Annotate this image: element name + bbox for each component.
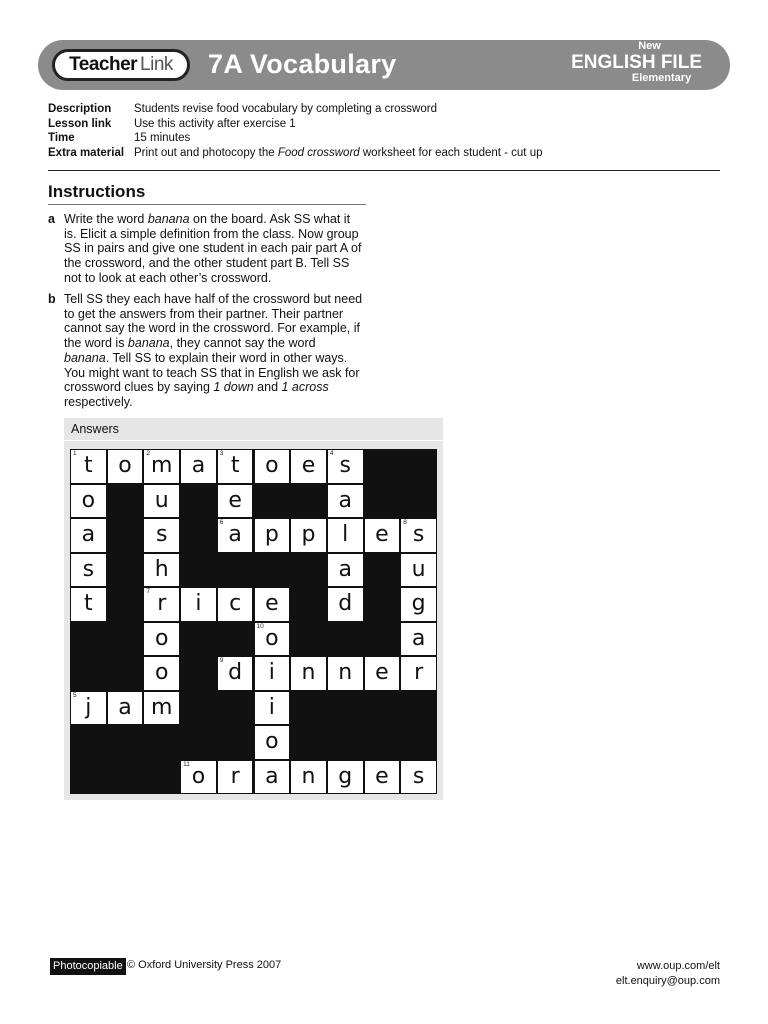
copyright-text: © Oxford University Press 2007 [127, 959, 282, 971]
cell-letter: u [154, 487, 169, 513]
crossword-cell [143, 484, 180, 519]
step-emphasis: banana [127, 336, 170, 351]
crossword-cell [400, 518, 437, 553]
brand-sub: Elementary [631, 72, 692, 84]
crossword-cell [364, 656, 401, 691]
clue-number: 6 [219, 519, 224, 526]
step-text-part: on the board. Ask SS what it is. Elicit a simple definition from the class. Now group SS in pairs and give one student in each pair part A of the crossword, and the other student part B. Tell SS not to look at each other’s crossword. [64, 212, 362, 285]
crossword-cell [107, 691, 144, 726]
crossword-cell [327, 484, 364, 519]
crossword-cell [290, 656, 327, 691]
clue-number: 4 [329, 450, 334, 457]
cell-letter: h [154, 556, 169, 582]
crossword-cell [217, 760, 254, 795]
crossword-cell [70, 484, 107, 519]
cell-letter: s [339, 453, 351, 478]
cell-letter: d [228, 660, 243, 685]
meta-row-lesson-link [48, 117, 543, 132]
cell-letter: l [342, 522, 349, 547]
crossword-cell [180, 587, 217, 622]
meta-value: 15 minutes [134, 132, 191, 144]
step-text-part: , they cannot say the word [169, 336, 316, 351]
crossword-cell [254, 587, 291, 622]
cell-letter: e [301, 453, 316, 478]
cell-letter: s [412, 522, 425, 547]
cell-letter: t [84, 453, 93, 478]
footer-url[interactable]: www.oup.com/elt [636, 960, 720, 972]
step-emphasis: banana [147, 212, 190, 226]
crossword-cell [217, 518, 254, 553]
crossword-cell [143, 553, 180, 588]
crossword-cell [217, 587, 254, 622]
meta-label: Description [48, 103, 112, 115]
cell-letter: p [301, 522, 316, 547]
cell-letter: g [411, 591, 426, 616]
cell-letter: i [268, 694, 275, 720]
crossword-cell [290, 760, 327, 795]
cell-letter: o [265, 453, 279, 478]
cell-letter: e [228, 487, 242, 513]
crossword-cell [400, 760, 437, 795]
cell-letter: s [412, 763, 425, 789]
brand-new: New [638, 40, 661, 52]
crossword-cell [217, 449, 254, 484]
crossword-cell [143, 656, 180, 691]
cell-letter: o [265, 625, 279, 651]
clue-number: 2 [146, 450, 151, 457]
cell-letter: o [265, 729, 279, 754]
cell-letter: s [82, 556, 95, 582]
step-text-part: . Tell SS to explain their word in other ways. You might want to teach SS that in English we ask for crossword clues by saying [64, 350, 360, 395]
clue-number: 11 [183, 760, 190, 768]
meta-label: Extra material [48, 146, 125, 159]
crossword-cell [180, 760, 217, 795]
answers-panel [64, 418, 443, 800]
crossword-cell [70, 553, 107, 588]
crossword-grid [70, 449, 437, 794]
crossword-cell [254, 725, 291, 760]
crossword-cell [327, 656, 364, 691]
crossword-cell [143, 622, 180, 657]
crossword-cell [364, 518, 401, 553]
cell-letter: o [155, 660, 169, 685]
cell-letter: n [338, 660, 353, 685]
clue-number: 7 [146, 588, 151, 595]
step-letter: b [48, 292, 56, 306]
cell-letter: a [411, 625, 426, 651]
step-emphasis: 1 across [281, 380, 329, 395]
crossword-cell [143, 691, 180, 726]
clue-number: 8 [403, 519, 407, 526]
crossword-cell [70, 449, 107, 484]
crossword-cell [254, 691, 291, 726]
crossword-cell [217, 656, 254, 691]
step-text [64, 292, 364, 410]
meta-row-description [48, 102, 543, 117]
cell-letter: r [230, 763, 240, 789]
cell-letter: u [411, 556, 426, 582]
crossword-cell [107, 449, 144, 484]
crossword-cell [364, 760, 401, 795]
instructions-divider [48, 204, 366, 205]
cell-letter: o [81, 487, 96, 513]
cell-letter: d [338, 591, 353, 616]
answers-label: Answers [71, 422, 119, 436]
step-text-part: and [253, 380, 282, 395]
meta-value: Use this activity after exercise 1 [134, 117, 296, 130]
cell-letter: e [375, 660, 389, 685]
crossword-cell [400, 656, 437, 691]
meta-row-extra-material [48, 146, 543, 161]
footer-email[interactable]: elt.enquiry@oup.com [615, 975, 720, 987]
cell-letter: r [414, 660, 424, 685]
crossword-cell [400, 622, 437, 657]
meta-row-time [48, 131, 543, 146]
brand-main: ENGLISH FILE [571, 52, 702, 73]
cell-letter: i [195, 591, 202, 616]
cell-letter: p [264, 522, 279, 547]
cell-letter: a [191, 453, 206, 478]
cell-letter: n [301, 660, 316, 685]
step-emphasis: 1 down [213, 380, 254, 395]
cell-letter: m [151, 694, 173, 720]
crossword-cell [327, 449, 364, 484]
step-text-part: Tell SS they each have half of the crossword but need to get the answers from their partner. Their partner cannot say the word in the crossword. For example, if the word is [64, 292, 363, 351]
cell-letter: t [84, 591, 93, 616]
crossword-cell [70, 518, 107, 553]
instruction-step-a [48, 212, 368, 286]
clue-number: 9 [219, 657, 224, 664]
crossword-cell [143, 518, 180, 553]
cell-letter: e [265, 591, 279, 616]
instructions-heading: Instructions [48, 182, 146, 201]
crossword-cell [70, 691, 107, 726]
page-title: 7A Vocabulary [208, 49, 397, 79]
divider [48, 170, 720, 171]
logo-link: Link [140, 54, 173, 75]
crossword-cell [254, 622, 291, 657]
clue-number: 10 [256, 622, 264, 630]
cell-letter: c [229, 591, 242, 616]
step-text-part: Write the word [64, 212, 148, 226]
cell-letter: n [301, 763, 316, 789]
crossword-cell [180, 449, 217, 484]
cell-letter: a [338, 556, 352, 582]
cell-letter: e [375, 763, 389, 789]
cell-letter: a [265, 763, 279, 789]
crossword-cell [143, 587, 180, 622]
crossword-cell [70, 587, 107, 622]
cell-letter: a [228, 522, 242, 547]
meta-label: Time [48, 132, 75, 144]
step-emphasis: banana [64, 350, 106, 365]
clue-number: 3 [219, 450, 224, 457]
cell-letter: a [338, 487, 352, 513]
clue-number: 1 [73, 450, 77, 457]
cell-letter: o [155, 625, 169, 651]
crossword-cell [254, 518, 291, 553]
cell-letter: o [118, 453, 132, 478]
teacher-link-logo [52, 49, 190, 81]
crossword-cell [290, 518, 327, 553]
cell-letter: j [85, 694, 92, 720]
cell-letter: a [118, 694, 132, 720]
lesson-meta [48, 102, 543, 160]
cell-letter: t [230, 453, 240, 478]
logo-teacher: Teacher [69, 54, 138, 75]
cell-letter: o [191, 763, 206, 789]
cell-letter: a [81, 522, 96, 547]
crossword-cell [327, 760, 364, 795]
crossword-cell [254, 449, 291, 484]
english-file-logo [571, 41, 702, 84]
step-text [64, 212, 364, 286]
cell-letter: i [268, 660, 275, 685]
step-text-part: respectively. [64, 394, 133, 409]
answers-divider [64, 440, 443, 441]
meta-value: Students revise food vocabulary by completing a crossword [134, 103, 437, 115]
crossword-cell [327, 553, 364, 588]
photocopiable-badge: Photocopiable [50, 958, 126, 975]
cell-letter: m [151, 453, 173, 478]
crossword-cell [327, 518, 364, 553]
meta-text: Print out and photocopy the [134, 146, 278, 159]
crossword-cell [327, 587, 364, 622]
crossword-cell [400, 553, 437, 588]
cell-letter: g [338, 763, 353, 789]
footer-contact [616, 959, 720, 989]
cell-letter: r [157, 591, 167, 616]
crossword-cell [254, 760, 291, 795]
meta-value [134, 146, 543, 161]
instruction-step-b [48, 292, 368, 410]
clue-number: 5 [73, 691, 77, 699]
meta-label: Lesson link [48, 117, 112, 130]
crossword-cell [290, 449, 327, 484]
header-banner [38, 40, 730, 90]
meta-text: worksheet for each student - cut up [359, 146, 543, 159]
crossword-cell [254, 656, 291, 691]
cell-letter: e [375, 522, 389, 547]
crossword-cell [217, 484, 254, 519]
meta-emphasis: Food crossword [277, 146, 360, 159]
step-letter: a [48, 212, 55, 226]
crossword-cell [400, 587, 437, 622]
crossword-cell [143, 449, 180, 484]
cell-letter: s [156, 522, 168, 547]
